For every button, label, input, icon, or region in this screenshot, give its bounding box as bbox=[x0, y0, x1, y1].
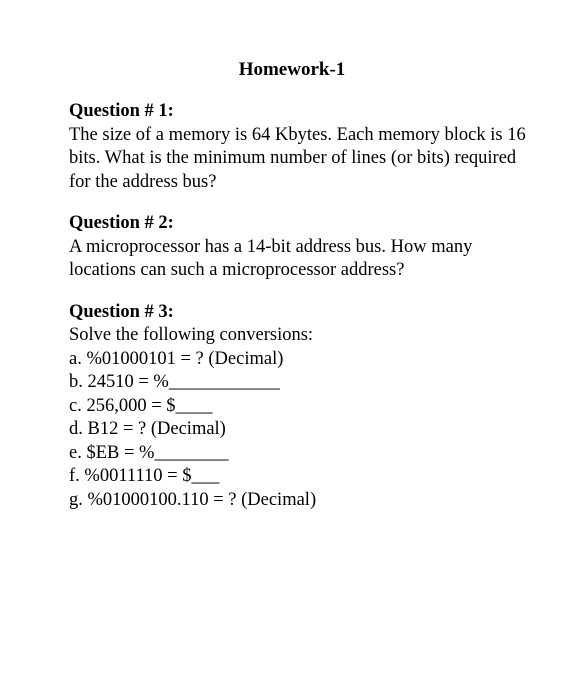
question-2-heading: Question # 2: bbox=[69, 213, 174, 233]
conversion-item-f: f. %0011110 = $___ bbox=[69, 466, 220, 486]
document-title: Homework-1 bbox=[238, 59, 346, 80]
question-2-text: A microprocessor has a 14-bit address bus. How many locations can such a microprocessor address? bbox=[69, 236, 473, 280]
conversion-item-c: c. 256,000 = $____ bbox=[69, 395, 213, 416]
conversion-item-e: e. $EB = %________ bbox=[69, 442, 229, 463]
conversion-item-g: g. %01000100.110 = ? (Decimal) bbox=[69, 489, 317, 510]
conversion-item-a: a. %01000101 = ? (Decimal) bbox=[69, 348, 284, 369]
question-1 bbox=[69, 100, 539, 194]
question-3-text: Solve the following conversions: bbox=[69, 325, 314, 345]
conversion-item-d: d. B12 = ? (Decimal) bbox=[69, 419, 226, 439]
question-3-heading: Question # 3: bbox=[69, 301, 174, 322]
question-3 bbox=[69, 301, 539, 513]
question-1-heading: Question # 1: bbox=[69, 101, 174, 121]
questions-container bbox=[69, 100, 539, 530]
question-2 bbox=[69, 212, 539, 283]
conversion-item-b: b. 24510 = %____________ bbox=[69, 372, 280, 392]
question-1-text: The size of a memory is 64 Kbytes. Each memory block is 16 bits. What is the minimum number of lines (or bits) required for the address bus? bbox=[69, 124, 526, 192]
